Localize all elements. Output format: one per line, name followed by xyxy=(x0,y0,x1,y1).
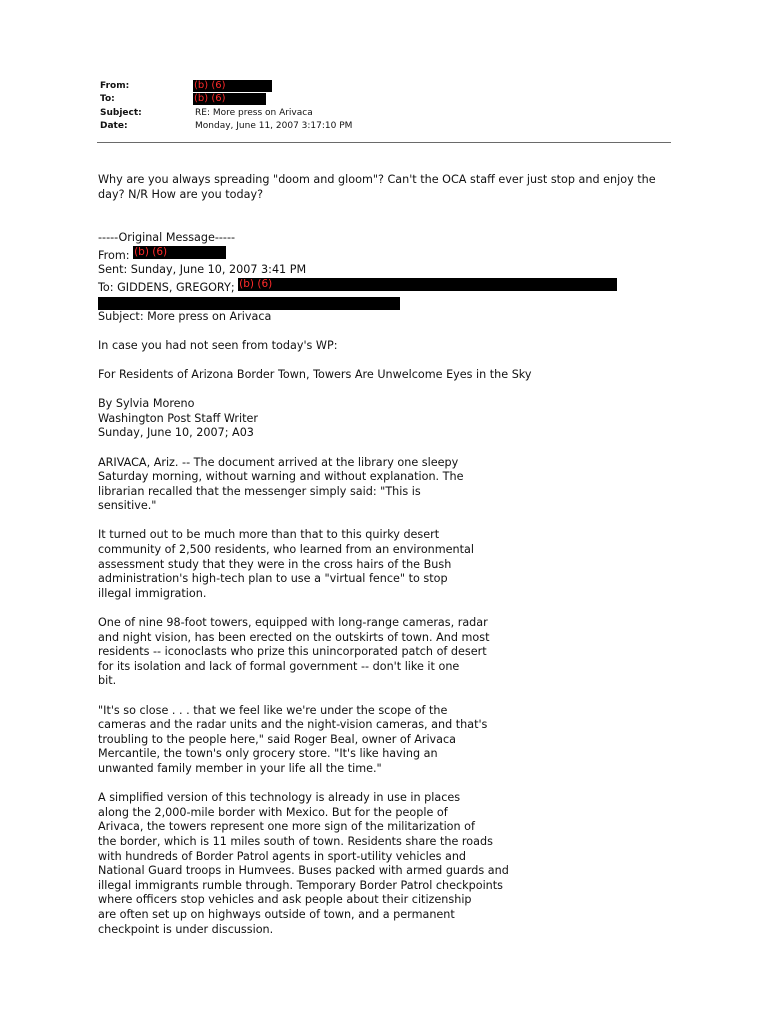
paragraph-line: checkpoint is under discussion. xyxy=(98,922,274,936)
paragraph-line: where officers stop vehicles and ask people about their citizenship xyxy=(98,893,472,907)
to-redaction: (b) (6) xyxy=(193,93,266,105)
from-redaction: (b) (6) xyxy=(193,80,272,92)
paragraph-line: unwanted family member in your life all the time." xyxy=(98,761,382,775)
original-from-label: From: xyxy=(98,248,130,262)
paragraph-line: cameras and the radar units and the night-vision cameras, and that's xyxy=(98,718,488,732)
paragraph-line: are often set up on highways outside of town, and a permanent xyxy=(98,907,455,921)
byline-date: Sunday, June 10, 2007; A03 xyxy=(98,426,254,440)
paragraph-line: assessment study that they were in the cross hairs of the Bush xyxy=(98,557,452,571)
byline-outlet: Washington Post Staff Writer xyxy=(98,411,259,425)
paragraph-line: bit. xyxy=(98,674,117,688)
original-from-line xyxy=(98,246,698,264)
paragraph-line: Saturday morning, without warning and without explanation. The xyxy=(98,470,464,484)
paragraph-line: community of 2,500 residents, who learned from an environmental xyxy=(98,543,474,557)
date-value: Monday, June 11, 2007 3:17:10 PM xyxy=(195,121,353,131)
original-message-separator: -----Original Message----- xyxy=(98,231,236,245)
date-label: Date: xyxy=(100,121,128,131)
paragraph-line: and night vision, has been erected on the outskirts of town. And most xyxy=(98,630,490,644)
paragraph-line: along the 2,000-mile border with Mexico. But for the people of xyxy=(98,805,448,819)
paragraph-line: illegal immigration. xyxy=(98,586,207,600)
original-to-line xyxy=(98,278,698,296)
original-subject-line: Subject: More press on Arivaca xyxy=(98,309,272,323)
paragraph-line: It turned out to be much more than that to this quirky desert xyxy=(98,528,440,542)
paragraph-line: "It's so close . . . that we feel like we're under the scope of the xyxy=(98,703,448,717)
paragraph-line: for its isolation and lack of formal government -- don't like it one xyxy=(98,659,460,673)
paragraph-line: One of nine 98-foot towers, equipped with long-range cameras, radar xyxy=(98,616,488,630)
article-headline: For Residents of Arizona Border Town, Towers Are Unwelcome Eyes in the Sky xyxy=(98,367,532,381)
paragraph-line: administration's high-tech plan to use a "virtual fence" to stop xyxy=(98,572,448,586)
paragraph-line: the border, which is 11 miles south of town. Residents share the roads xyxy=(98,834,493,848)
reply-line: Why are you always spreading "doom and gloom"? Can't the OCA staff ever just stop and enjoy the xyxy=(98,173,656,186)
paragraph-line: residents -- iconoclasts who prize this unincorporated patch of desert xyxy=(98,645,487,659)
to-label: To: xyxy=(100,94,115,104)
paragraph-line: illegal immigrants rumble through. Temporary Border Patrol checkpoints xyxy=(98,878,503,892)
intro-line: In case you had not seen from today's WP: xyxy=(98,338,338,352)
original-to-redaction: (b) (6) xyxy=(238,278,617,291)
from-label: From: xyxy=(100,81,130,91)
paragraph-line: ARIVACA, Ariz. -- The document arrived at the library one sleepy xyxy=(98,455,459,469)
paragraph-line: librarian recalled that the messenger simply said: "This is xyxy=(98,484,421,498)
header-divider xyxy=(97,142,671,143)
paragraph-line: Arivaca, the towers represent one more sign of the militarization of xyxy=(98,820,475,834)
message-body xyxy=(98,173,698,937)
paragraph-line: sensitive." xyxy=(98,499,157,513)
original-to-label: To: GIDDENS, GREGORY; xyxy=(98,280,235,294)
original-from-redaction: (b) (6) xyxy=(133,246,226,259)
paragraph-line: A simplified version of this technology is already in use in places xyxy=(98,791,461,805)
paragraph-line: with hundreds of Border Patrol agents in sport-utility vehicles and xyxy=(98,849,467,863)
paragraph-line: Mercantile, the town's only grocery store. "It's like having an xyxy=(98,747,438,761)
subject-value: RE: More press on Arivaca xyxy=(195,108,313,118)
paragraph-line: troubling to the people here," said Roger Beal, owner of Arivaca xyxy=(98,732,457,746)
original-sent-line: Sent: Sunday, June 10, 2007 3:41 PM xyxy=(98,263,307,277)
byline-author: By Sylvia Moreno xyxy=(98,397,195,411)
subject-label: Subject: xyxy=(100,108,142,118)
recipient-redaction-block xyxy=(98,297,400,310)
reply-line: day? N/R How are you today? xyxy=(98,187,264,201)
paragraph-line: National Guard troops in Humvees. Buses packed with armed guards and xyxy=(98,864,509,878)
